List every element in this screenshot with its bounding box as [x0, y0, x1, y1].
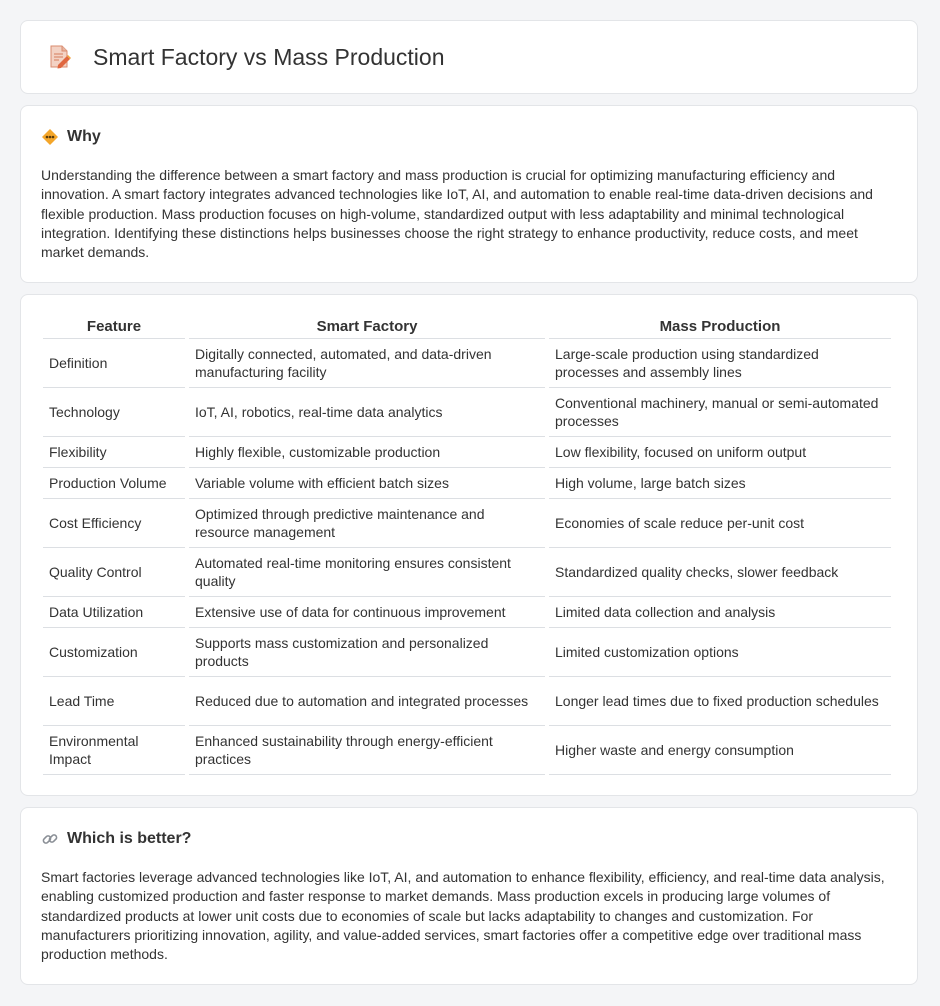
table-header-row — [43, 315, 891, 339]
comparison-section — [20, 294, 918, 796]
link-icon — [41, 830, 59, 848]
table-row — [43, 548, 891, 597]
which-better-section — [20, 807, 918, 985]
mass-production-cell: Large-scale production using standardized processes and assembly lines — [549, 339, 891, 388]
mass-production-cell: Longer lead times due to fixed production schedules — [549, 677, 891, 726]
smart-factory-cell: Highly flexible, customizable production — [189, 437, 545, 468]
mass-production-cell: Limited data collection and analysis — [549, 597, 891, 628]
feature-cell: Technology — [43, 388, 185, 437]
smart-factory-cell: Supports mass customization and personalized products — [189, 628, 545, 677]
document-pencil-icon — [45, 43, 73, 71]
smart-factory-cell: Variable volume with efficient batch sizes — [189, 468, 545, 499]
smart-factory-cell: Reduced due to automation and integrated processes — [189, 677, 545, 726]
smart-factory-cell: IoT, AI, robotics, real-time data analytics — [189, 388, 545, 437]
mass-production-cell: Standardized quality checks, slower feedback — [549, 548, 891, 597]
table-row — [43, 437, 891, 468]
mass-production-cell: Higher waste and energy consumption — [549, 726, 891, 775]
table-row — [43, 677, 891, 726]
smart-factory-cell: Enhanced sustainability through energy-efficient practices — [189, 726, 545, 775]
table-row — [43, 628, 891, 677]
feature-cell: Customization — [43, 628, 185, 677]
which-header — [41, 830, 897, 848]
which-text: Smart factories leverage advanced technologies like IoT, AI, and automation to enhance flexibility, efficiency, and real-time data analysis, enabling customized production and faster response to market demands. Mass production excels in producing large volumes of standardized products at lower unit costs due to economies of scale but lacks adaptability to changes and customization. For manufacturers prioritizing innovation, agility, and value-added services, smart factories offer a competitive edge over traditional mass production methods. — [41, 869, 885, 963]
why-header — [41, 128, 897, 146]
mass-production-cell: Economies of scale reduce per-unit cost — [549, 499, 891, 548]
table-row — [43, 388, 891, 437]
table-row — [43, 468, 891, 499]
header-smart-factory: Smart Factory — [189, 315, 545, 339]
feature-cell: Quality Control — [43, 548, 185, 597]
header-feature: Feature — [43, 315, 185, 339]
header-mass-production: Mass Production — [549, 315, 891, 339]
mass-production-cell: Low flexibility, focused on uniform output — [549, 437, 891, 468]
which-title: Which is better? — [67, 830, 192, 847]
feature-cell: Production Volume — [43, 468, 185, 499]
mass-production-cell: Limited customization options — [549, 628, 891, 677]
smart-factory-cell: Automated real-time monitoring ensures consistent quality — [189, 548, 545, 597]
table-row — [43, 597, 891, 628]
feature-cell: Data Utilization — [43, 597, 185, 628]
why-text: Understanding the difference between a smart factory and mass production is crucial for optimizing manufacturing efficiency and innovation. A smart factory integrates advanced technologies like IoT, AI, and automation to enable real-time data-driven decisions and flexible production. Mass production focuses on high-volume, standardized output with less adaptability and minimal technological integration. Identifying these distinctions helps businesses choose the right strategy to enhance productivity, reduce costs, and meet market demands. — [41, 167, 873, 261]
table-row — [43, 726, 891, 775]
title-card — [20, 20, 918, 94]
mass-production-cell: High volume, large batch sizes — [549, 468, 891, 499]
smart-factory-cell: Optimized through predictive maintenance and resource management — [189, 499, 545, 548]
mass-production-cell: Conventional machinery, manual or semi-automated processes — [549, 388, 891, 437]
page-title: Smart Factory vs Mass Production — [93, 43, 445, 70]
why-section — [20, 105, 918, 283]
feature-cell: Flexibility — [43, 437, 185, 468]
smart-factory-cell: Digitally connected, automated, and data-driven manufacturing facility — [189, 339, 545, 388]
feature-cell: Lead Time — [43, 677, 185, 726]
diamond-signal-icon — [41, 128, 59, 146]
why-title: Why — [67, 128, 101, 145]
table-row — [43, 339, 891, 388]
comparison-table — [39, 315, 895, 775]
smart-factory-cell: Extensive use of data for continuous improvement — [189, 597, 545, 628]
feature-cell: Cost Efficiency — [43, 499, 185, 548]
table-row — [43, 499, 891, 548]
feature-cell: Environmental Impact — [43, 726, 185, 775]
feature-cell: Definition — [43, 339, 185, 388]
